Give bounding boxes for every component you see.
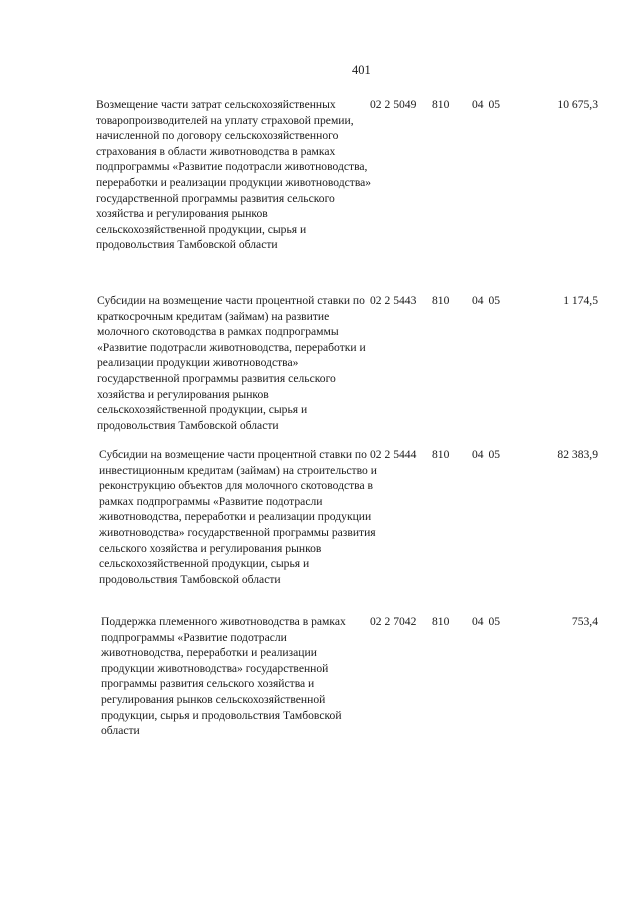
page-number: 401 bbox=[352, 63, 371, 77]
row-description: Субсидии на возмещение части процентной ставки по инвестиционным кредитам (займам) на строительство и реконструкцию объектов для молочного скотоводства в рамках подпрограммы «Развитие подотрасли животноводства, переработки и реализации продукции животноводства» государственной программы развития сельского хозяйства и регулирования рынков сельскохозяйственной продукции, сырья и продовольствия Тамбовской области bbox=[99, 448, 377, 586]
amount: 10 675,3 bbox=[557, 98, 598, 111]
target-code: 02 2 7042 bbox=[370, 615, 417, 628]
amount: 1 174,5 bbox=[563, 294, 598, 307]
section-code: 04 05 bbox=[472, 98, 501, 111]
expense-type: 810 bbox=[432, 448, 450, 461]
row-description: Субсидии на возмещение части процентной ставки по краткосрочным кредитам (займам) на развитие молочного скотоводства в рамках подпрограммы «Развитие подотрасли животноводства, переработки и реализации продукции животноводства» государственной программы развития сельского хозяйства и регулирования рынков сельскохозяйственной продукции, сырья и продовольствия Тамбовской области bbox=[97, 294, 366, 432]
expense-type: 810 bbox=[432, 294, 450, 307]
expense-type: 810 bbox=[432, 98, 450, 111]
row-description: Поддержка племенного животноводства в рамках подпрограммы «Развитие подотрасли животноводства, переработки и реализации продукции животноводства» государственной программы развития сельского хозяйства и регулирования рынков сельскохозяйственной продукции, сырья и продовольствия Тамбовской области bbox=[101, 615, 346, 738]
target-code: 02 2 5443 bbox=[370, 294, 417, 307]
target-code: 02 2 5049 bbox=[370, 98, 417, 111]
section-code: 04 05 bbox=[472, 615, 501, 628]
section-code: 04 05 bbox=[472, 448, 501, 461]
section-code: 04 05 bbox=[472, 294, 501, 307]
amount: 753,4 bbox=[571, 615, 598, 628]
target-code: 02 2 5444 bbox=[370, 448, 417, 461]
amount: 82 383,9 bbox=[557, 448, 598, 461]
row-description: Возмещение части затрат сельскохозяйственных товаропроизводителей на уплату страховой премии, начисленной по договору сельскохозяйственного страхования в области животноводства в рамках подпрограммы «Развитие подотрасли животноводства, переработки и реализации продукции животноводства» государственной программы развития сельского хозяйства и регулирования рынков сельскохозяйственной продукции, сырья и продовольствия Тамбовской области bbox=[96, 98, 372, 252]
expense-type: 810 bbox=[432, 615, 450, 628]
